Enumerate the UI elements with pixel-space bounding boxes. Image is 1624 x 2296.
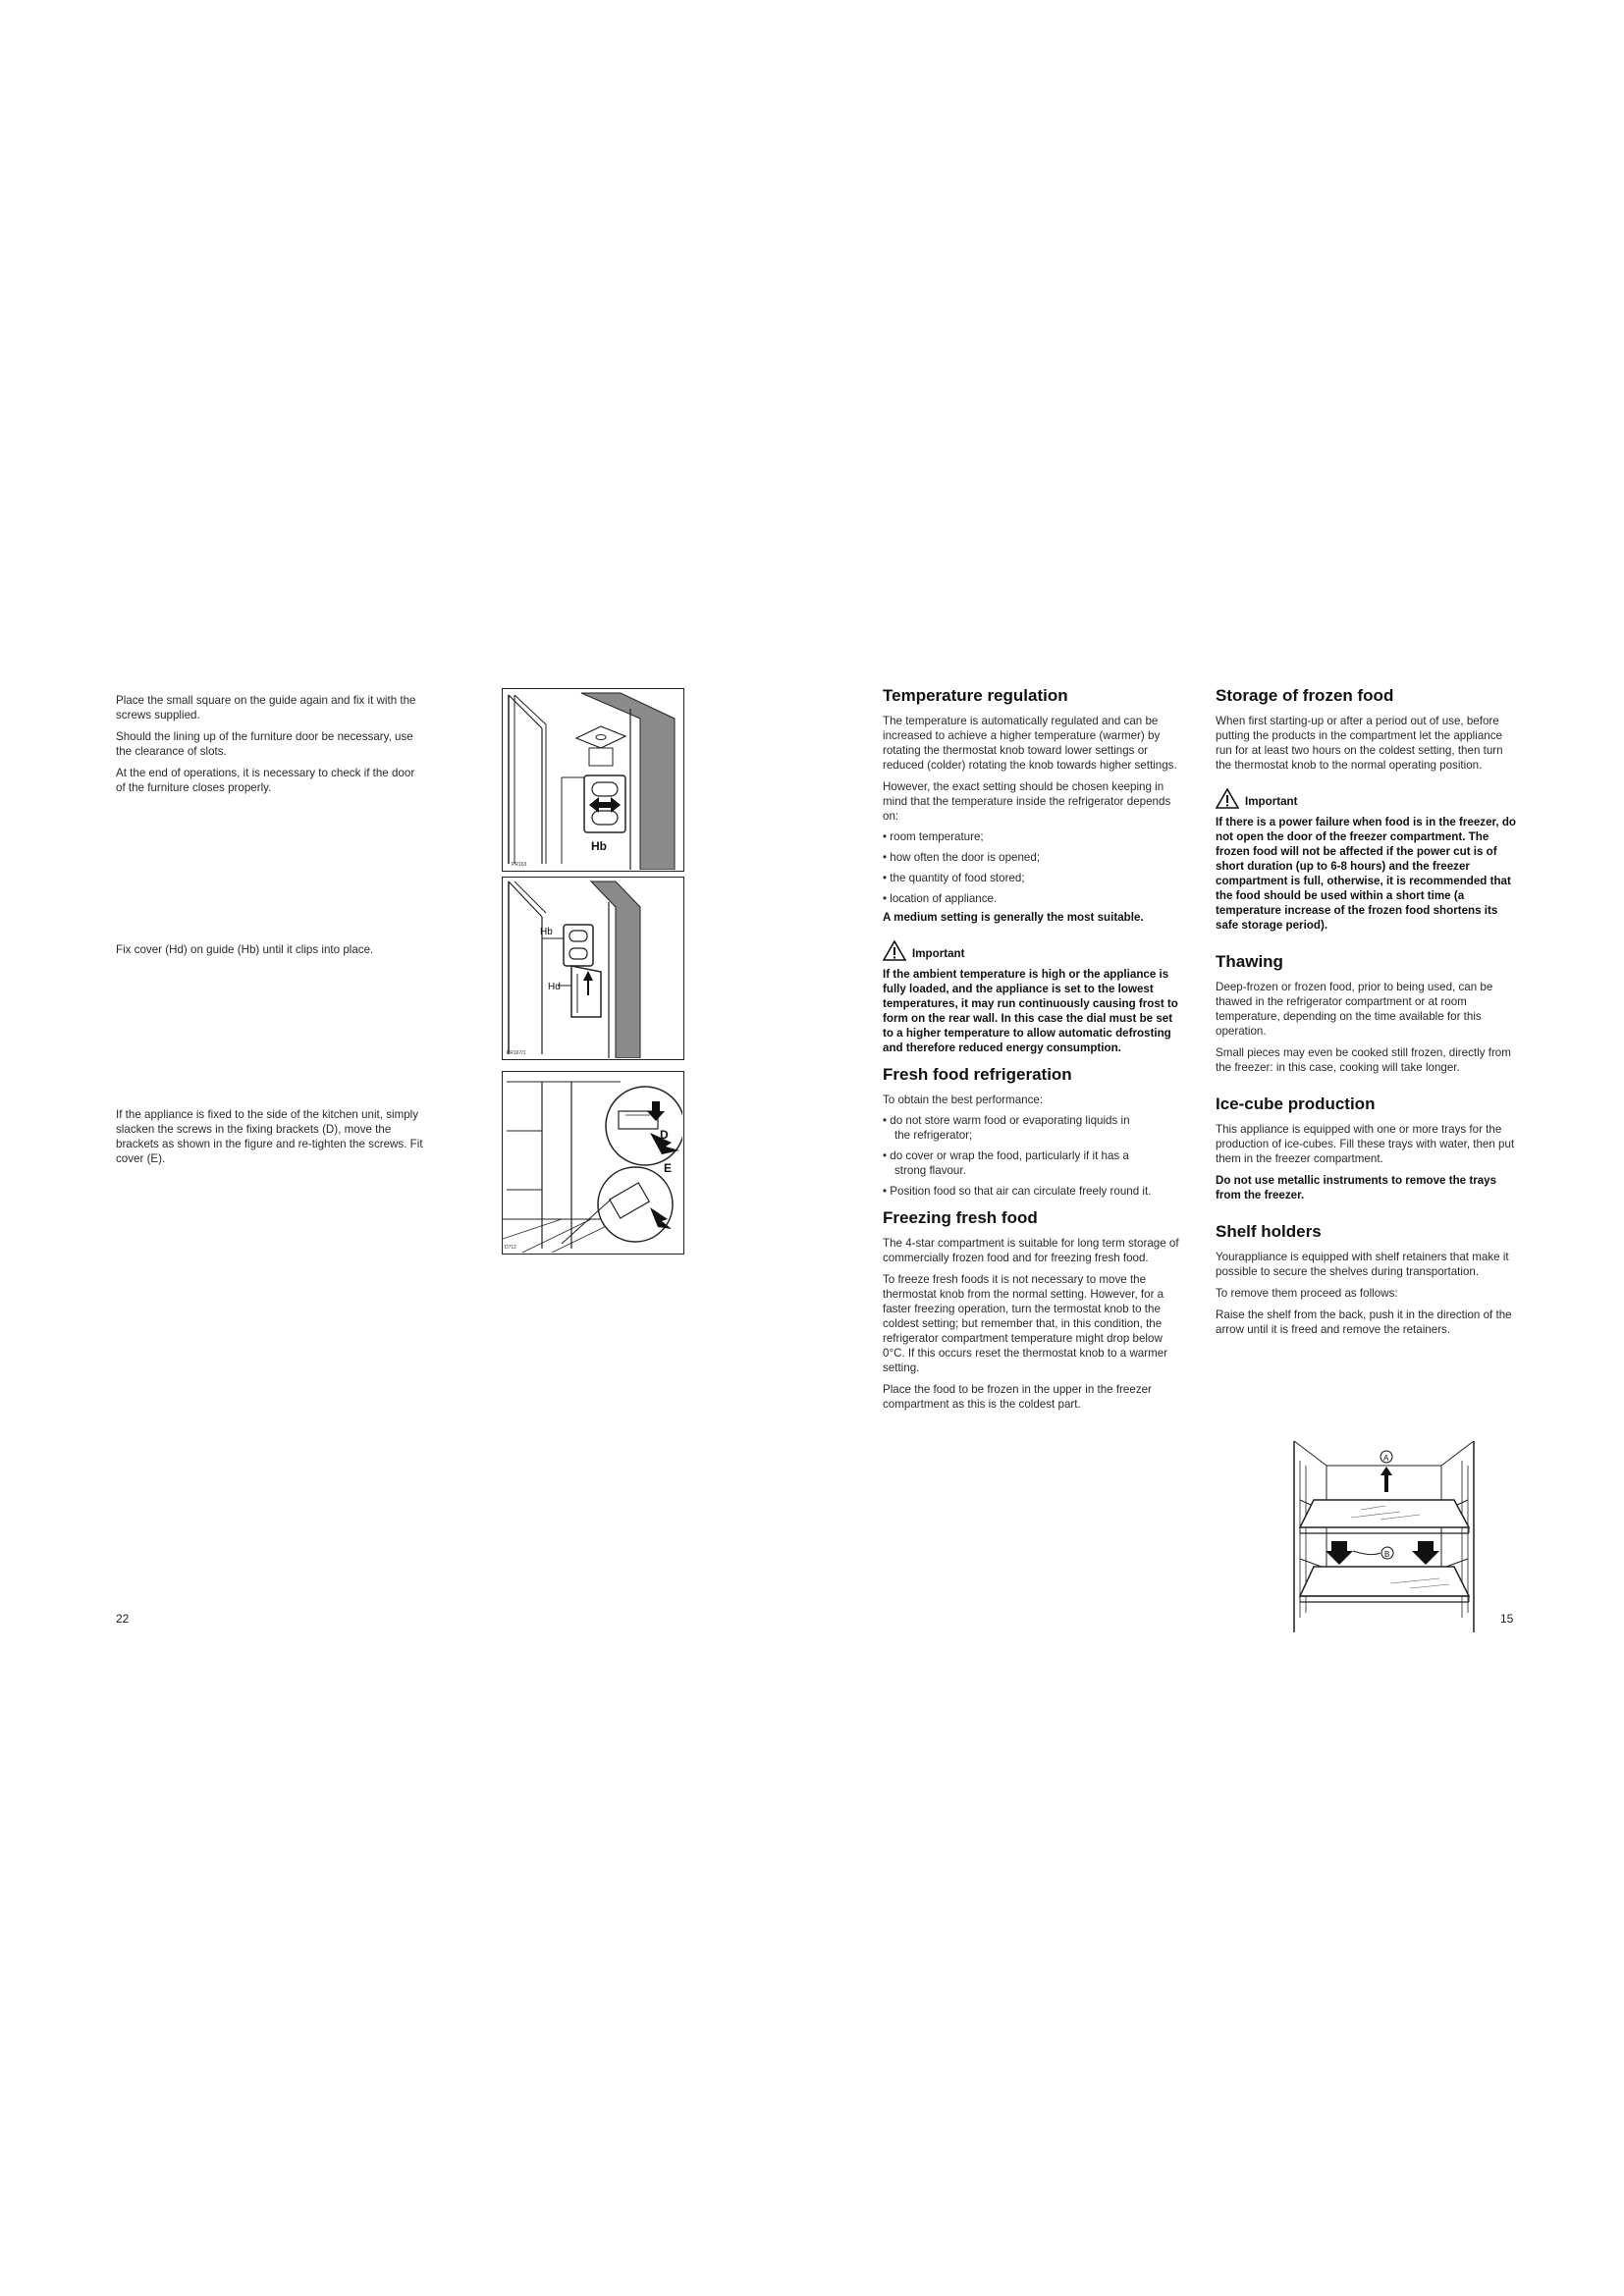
- left-text-block-2: [116, 942, 430, 957]
- heading-freezing: Freezing fresh food: [883, 1208, 1038, 1227]
- temp-reg-important-label: Important: [912, 947, 965, 960]
- temp-reg-bullet-2: • how often the door is opened;: [883, 851, 1041, 864]
- left-text-block-1: [116, 693, 420, 795]
- figure-fixing-brackets: [502, 1071, 684, 1255]
- section-fresh-food: [883, 1065, 1183, 1199]
- heading-temperature-regulation: Temperature regulation: [883, 686, 1068, 705]
- left-para-5: If the appliance is fixed to the side of the kitchen unit, simply slacken the screws in the fixing brackets (D), move the brackets as shown in the figure and re-tighten the screws. Fit cover (E).: [116, 1108, 423, 1165]
- warning-triangle-icon: [1216, 788, 1239, 809]
- fresh-food-bullet-1-line-1: • do not store warm food or evaporating liquids in: [883, 1114, 1130, 1127]
- shelf-figure-label-a: A: [1383, 1454, 1389, 1463]
- section-storage: [1216, 686, 1520, 933]
- figure-1-label-hb: Hb: [591, 839, 607, 853]
- section-freezing: [883, 1208, 1183, 1412]
- thawing-para-2: Small pieces may even be cooked still frozen, directly from the freezer: in this case, cooking will take longer.: [1216, 1046, 1511, 1074]
- right-page-number: 15: [1500, 1612, 1514, 1626]
- figure-cover-hd: [502, 877, 684, 1060]
- heading-ice-cube: Ice-cube production: [1216, 1095, 1376, 1113]
- section-thawing: [1216, 952, 1520, 1075]
- figure-door-guide-hb: [502, 688, 684, 872]
- freezing-para-1: The 4-star compartment is suitable for long term storage of commercially frozen food and for freezing fresh food.: [883, 1237, 1179, 1264]
- temp-reg-para-1: The temperature is automatically regulated and can be increased to achieve a higher temperature (warmer) by rotating the thermostat knob toward lower settings or reduced (colder) rotating the knob towards higher settings.: [883, 715, 1177, 772]
- temp-reg-bold-note: A medium setting is generally the most suitable.: [883, 911, 1144, 924]
- figure-cover-hd-drawing: [503, 878, 682, 1058]
- heading-thawing: Thawing: [1216, 952, 1283, 971]
- temp-reg-bullet-4: • location of appliance.: [883, 892, 998, 905]
- shelf-para-2: To remove them proceed as follows:: [1216, 1287, 1398, 1300]
- storage-important-label: Important: [1245, 795, 1298, 808]
- left-para-2: Should the lining up of the furniture door be necessary, use the clearance of slots.: [116, 730, 413, 758]
- figure-2-code: PR167/1: [507, 1050, 526, 1056]
- freezing-para-2: To freeze fresh foods it is not necessary to move the thermostat knob from the normal setting. However, for a faster freezing operation, turn the termostat knob to the coldest setting; but remember that, in this condition, the refrigerator compartment temperature might drop below 0°C. If this occurs reset the thermostat knob to a warmer setting.: [883, 1273, 1168, 1374]
- storage-important-text: If there is a power failure when food is in the freezer, do not open the door of the freezer compartment. The frozen food will not be affected if the power cut is of short duration (up to 6-8 hours) and the freezer compartment is full, otherwise, it is recommended that the food should be used within a short time (a temperature increase of the frozen food shortens its safe storage period).: [1216, 816, 1517, 932]
- figure-shelf-retainers: [1292, 1441, 1476, 1632]
- temp-reg-important-text: If the ambient temperature is high or the appliance is fully loaded, and the appliance is set to the lowest temperatures, it may run continuously causing frost to form on the rear wall. In this case the dial must be set to a higher temperature to allow automatic defrosting and therefore reduced energy consumption.: [883, 968, 1178, 1054]
- figure-shelf-retainers-drawing: [1292, 1441, 1476, 1632]
- fresh-food-bullet-2: [883, 1148, 1183, 1178]
- figure-2-label-hd: Hd: [548, 982, 561, 992]
- fresh-food-bullet-1: [883, 1113, 1183, 1143]
- figure-2-label-hb: Hb: [540, 927, 553, 937]
- right-column-a: [883, 686, 1183, 1412]
- left-para-1: Place the small square on the guide again and fix it with the screws supplied.: [116, 694, 416, 721]
- fresh-food-bullet-3: • Position food so that air can circulate freely round it.: [883, 1185, 1152, 1198]
- fresh-food-para-1: To obtain the best performance:: [883, 1094, 1044, 1106]
- left-page-number: 22: [116, 1612, 130, 1626]
- figure-3-label-e: E: [664, 1161, 673, 1175]
- figure-1-code: PR163: [512, 862, 527, 868]
- heading-shelf-holders: Shelf holders: [1216, 1222, 1322, 1241]
- fresh-food-bullet-2-line-1: • do cover or wrap the food, particularly if it has a: [883, 1149, 1129, 1162]
- temp-reg-important: [883, 940, 1183, 961]
- left-para-3: At the end of operations, it is necessary to check if the door of the furniture closes properly.: [116, 767, 415, 794]
- warning-triangle-icon: [883, 940, 906, 961]
- thawing-para-1: Deep-frozen or frozen food, prior to being used, can be thawed in the refrigerator compartment or at room temperature, depending on the time available for this operation.: [1216, 981, 1493, 1038]
- storage-para-1: When first starting-up or after a period out of use, before putting the products in the compartment let the appliance run for at least two hours on the coldest setting, then turn the thermostat knob to the normal operating position.: [1216, 715, 1503, 772]
- ice-cube-bold-note: Do not use metallic instruments to remove the trays from the freezer.: [1216, 1174, 1497, 1201]
- figure-3-code: D712: [505, 1245, 516, 1251]
- left-para-4: Fix cover (Hd) on guide (Hb) until it clips into place.: [116, 943, 374, 956]
- figure-3-label-d: D: [660, 1128, 669, 1142]
- shelf-figure-label-b: B: [1384, 1550, 1390, 1559]
- right-column-b: [1216, 686, 1520, 1337]
- temp-reg-bullet-1: • room temperature;: [883, 830, 984, 843]
- storage-important: [1216, 788, 1520, 809]
- heading-storage: Storage of frozen food: [1216, 686, 1394, 705]
- fresh-food-bullet-2-line-2: strong flavour.: [894, 1164, 966, 1177]
- section-temperature-regulation: [883, 686, 1183, 1055]
- left-text-block-3: [116, 1107, 430, 1166]
- shelf-para-3: Raise the shelf from the back, push it in the direction of the arrow until it is freed and remove the retainers.: [1216, 1308, 1512, 1336]
- freezing-para-3: Place the food to be frozen in the upper in the freezer compartment as this is the coldest part.: [883, 1383, 1152, 1411]
- fresh-food-bullet-1-line-2: the refrigerator;: [894, 1129, 973, 1142]
- heading-fresh-food: Fresh food refrigeration: [883, 1065, 1072, 1084]
- section-ice-cube: [1216, 1095, 1520, 1202]
- figure-door-guide-hb-drawing: [503, 689, 682, 870]
- temp-reg-para-2: However, the exact setting should be chosen keeping in mind that the temperature inside the refrigerator depends on:: [883, 780, 1171, 823]
- figure-fixing-brackets-drawing: [503, 1072, 682, 1253]
- temp-reg-bullet-3: • the quantity of food stored;: [883, 872, 1025, 884]
- shelf-para-1: Yourappliance is equipped with shelf retainers that make it possible to secure the shelves during transportation.: [1216, 1251, 1509, 1278]
- ice-cube-para-1: This appliance is equipped with one or more trays for the production of ice-cubes. Fill these trays with water, then put them in the freezer compartment.: [1216, 1123, 1515, 1165]
- section-shelf-holders: [1216, 1222, 1520, 1337]
